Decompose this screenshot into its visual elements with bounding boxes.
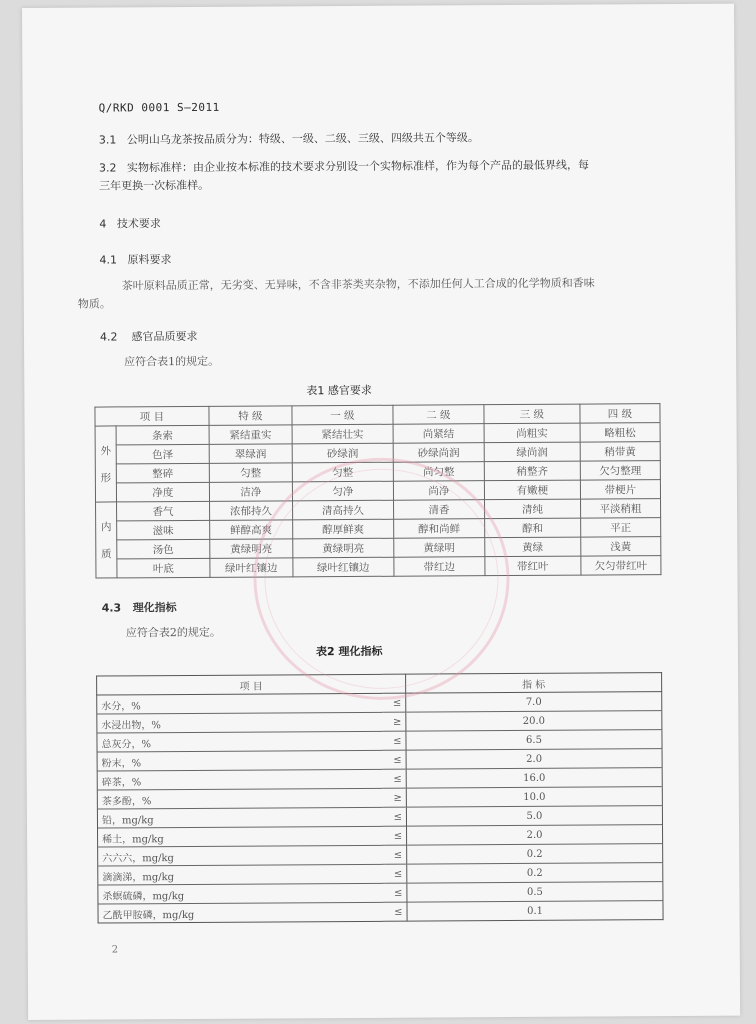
table-cell: 匀净 xyxy=(292,481,393,501)
table-row xyxy=(96,556,661,578)
physicochemical-table xyxy=(96,672,664,923)
limit-value-cell: 20.0 xyxy=(406,711,662,732)
table-cell: 紧结壮实 xyxy=(292,424,393,444)
limit-value-cell: 0.2 xyxy=(407,863,663,884)
table-cell: 清纯 xyxy=(484,499,580,519)
sensory-table xyxy=(94,403,661,578)
item-name-cell: 六六六，mg/kg xyxy=(98,845,385,866)
item-name-cell: 杀螟硫磷，mg/kg xyxy=(98,883,385,904)
table-cell: 欠匀整理 xyxy=(580,461,660,480)
table-cell: 绿尚润 xyxy=(484,442,580,462)
table-cell: 有嫩梗 xyxy=(484,480,580,500)
header-cell: 二 级 xyxy=(393,405,484,425)
table-cell: 尚紧结 xyxy=(393,424,484,444)
comparator-cell: ≤ xyxy=(384,750,407,769)
section-4-3-body: 应符合表2的规定。 xyxy=(125,625,221,640)
limit-value-cell: 6.5 xyxy=(406,730,662,751)
standard-code: Q/RKD 0001 S—2011 xyxy=(98,100,220,115)
section-number: 4.1 xyxy=(99,253,118,267)
section-title: 技术要求 xyxy=(116,217,161,231)
table-cell: 欠匀带红叶 xyxy=(581,556,661,575)
comparator-cell: ≥ xyxy=(383,712,406,731)
item-name-cell: 水浸出物，% xyxy=(97,712,384,733)
table-row xyxy=(98,901,663,923)
section-4-3-heading xyxy=(102,599,177,617)
item-name-cell: 茶多酚，% xyxy=(97,788,384,809)
limit-value-cell: 0.5 xyxy=(407,882,663,903)
table-cell: 汤色 xyxy=(117,539,210,559)
table-cell: 尚匀整 xyxy=(393,462,484,482)
limit-value-cell: 7.0 xyxy=(406,692,662,713)
limit-value-cell: 0.1 xyxy=(407,901,663,922)
clause-3-1 xyxy=(99,129,479,149)
comparator-cell: ≤ xyxy=(383,693,406,712)
section-4-2-heading xyxy=(100,328,198,347)
table-cell: 平正 xyxy=(580,518,660,537)
page-number: 2 xyxy=(111,944,119,956)
table-cell: 洁净 xyxy=(209,482,292,502)
section-4-1-heading xyxy=(99,251,171,269)
section-4-1-body xyxy=(77,275,595,314)
comparator-cell: ≤ xyxy=(384,902,407,921)
item-name-cell: 粉末，% xyxy=(97,750,384,771)
comparator-cell: ≤ xyxy=(384,845,407,864)
table-cell: 紧结重实 xyxy=(209,425,292,445)
table-cell: 平淡稍粗 xyxy=(580,499,660,518)
item-name-cell: 碎茶，% xyxy=(97,769,384,790)
section-number: 4 xyxy=(99,217,107,231)
group-label-interior: 内 质 xyxy=(96,502,117,578)
table-cell: 净度 xyxy=(116,482,209,502)
table-cell: 黄绿明亮 xyxy=(293,538,394,558)
table-cell: 浓郁持久 xyxy=(209,501,292,521)
table1-caption: 表1 感官要求 xyxy=(306,383,372,398)
table-cell: 醇和 xyxy=(484,518,580,538)
table-cell: 鲜醇高爽 xyxy=(209,520,292,540)
table-cell: 叶底 xyxy=(117,558,210,578)
table2-caption: 表2 理化指标 xyxy=(315,644,383,659)
clause-text: 公明山乌龙茶按品质分为：特级、一级、二级、三级、四级共五个等级。 xyxy=(126,131,479,147)
table-cell: 绿叶红镶边 xyxy=(210,558,293,578)
table-cell: 香气 xyxy=(117,501,210,521)
table-cell: 浅黄 xyxy=(581,537,661,556)
body-line2: 物质。 xyxy=(77,297,111,311)
limit-value-cell: 16.0 xyxy=(406,768,662,789)
item-name-cell: 水分，% xyxy=(97,693,384,714)
header-cell: 四 级 xyxy=(580,404,660,423)
table-cell: 清香 xyxy=(393,500,484,520)
item-name-cell: 乙酰甲胺磷，mg/kg xyxy=(98,902,385,923)
section-number: 4.3 xyxy=(101,601,122,615)
comparator-cell: ≤ xyxy=(384,826,407,845)
section-number: 4.2 xyxy=(99,330,118,344)
table-cell: 砂绿尚润 xyxy=(393,443,484,463)
table-cell: 滋味 xyxy=(117,520,210,540)
header-cell: 项 目 xyxy=(97,674,406,695)
table-cell: 稍整齐 xyxy=(484,461,580,481)
table-cell: 黄绿明 xyxy=(394,538,485,558)
header-cell: 项 目 xyxy=(95,406,209,426)
section-title: 理化指标 xyxy=(132,601,177,615)
comparator-cell: ≤ xyxy=(384,807,407,826)
clause-number: 3.1 xyxy=(98,133,117,147)
body-line1: 茶叶原料品质正常，无劣变、无异味，不含非茶类夹杂物，不添加任何人工合成的化学物质和香味 xyxy=(121,276,595,293)
table-cell: 带红边 xyxy=(394,557,485,577)
group-label-exterior: 外 形 xyxy=(95,426,116,502)
table-cell: 色泽 xyxy=(116,444,209,464)
header-cell: 一 级 xyxy=(292,405,393,425)
comparator-cell: ≤ xyxy=(384,769,407,788)
comparator-cell: ≤ xyxy=(384,864,407,883)
table-cell: 整碎 xyxy=(116,463,209,483)
clause-number: 3.2 xyxy=(98,161,117,175)
table-cell: 带梗片 xyxy=(580,480,660,499)
item-name-cell: 滴滴涕，mg/kg xyxy=(98,864,385,885)
comparator-cell: ≤ xyxy=(384,883,407,902)
header-cell: 指 标 xyxy=(406,673,662,694)
comparator-cell: ≥ xyxy=(384,788,407,807)
limit-value-cell: 2.0 xyxy=(406,749,662,770)
clause-3-2 xyxy=(99,157,589,196)
limit-value-cell: 10.0 xyxy=(406,787,662,808)
item-name-cell: 铅，mg/kg xyxy=(97,807,384,828)
section-4-heading xyxy=(99,215,161,233)
limit-value-cell: 5.0 xyxy=(406,806,662,827)
comparator-cell: ≤ xyxy=(383,731,406,750)
table-cell: 醇厚鲜爽 xyxy=(292,519,393,539)
item-name-cell: 稀土，mg/kg xyxy=(98,826,385,847)
table-cell: 条索 xyxy=(116,425,209,445)
table-cell: 绿叶红镶边 xyxy=(293,557,394,577)
clause-text-line1: 实物标准样：由企业按本标准的技术要求分别设一个实物标准样，作为每个产品的最低界线，每 xyxy=(126,158,590,175)
table-cell: 带红叶 xyxy=(485,556,581,576)
table-cell: 醇和尚鲜 xyxy=(393,519,484,539)
table-cell: 清高持久 xyxy=(292,500,393,520)
document-page xyxy=(22,4,740,1020)
table-cell: 稍带黄 xyxy=(580,442,660,461)
limit-value-cell: 0.2 xyxy=(407,844,663,865)
header-cell: 特 级 xyxy=(209,406,292,426)
table-cell: 尚粗实 xyxy=(484,423,580,443)
section-title: 感官品质要求 xyxy=(131,329,198,344)
limit-value-cell: 2.0 xyxy=(407,825,663,846)
table-cell: 匀整 xyxy=(292,462,393,482)
table-cell: 翠绿润 xyxy=(209,444,292,464)
section-title: 原料要求 xyxy=(127,253,172,267)
section-4-2-body: 应符合表1的规定。 xyxy=(124,354,220,369)
item-name-cell: 总灰分，% xyxy=(97,731,384,752)
table-cell: 匀整 xyxy=(209,463,292,483)
table-cell: 黄绿明亮 xyxy=(210,539,293,559)
table-cell: 略粗松 xyxy=(580,423,660,442)
table-cell: 砂绿润 xyxy=(292,443,393,463)
header-cell: 三 级 xyxy=(484,404,580,424)
table-cell: 尚净 xyxy=(393,481,484,501)
table-cell: 黄绿 xyxy=(485,537,581,557)
clause-text-line2: 三年更换一次标准样。 xyxy=(99,178,210,193)
